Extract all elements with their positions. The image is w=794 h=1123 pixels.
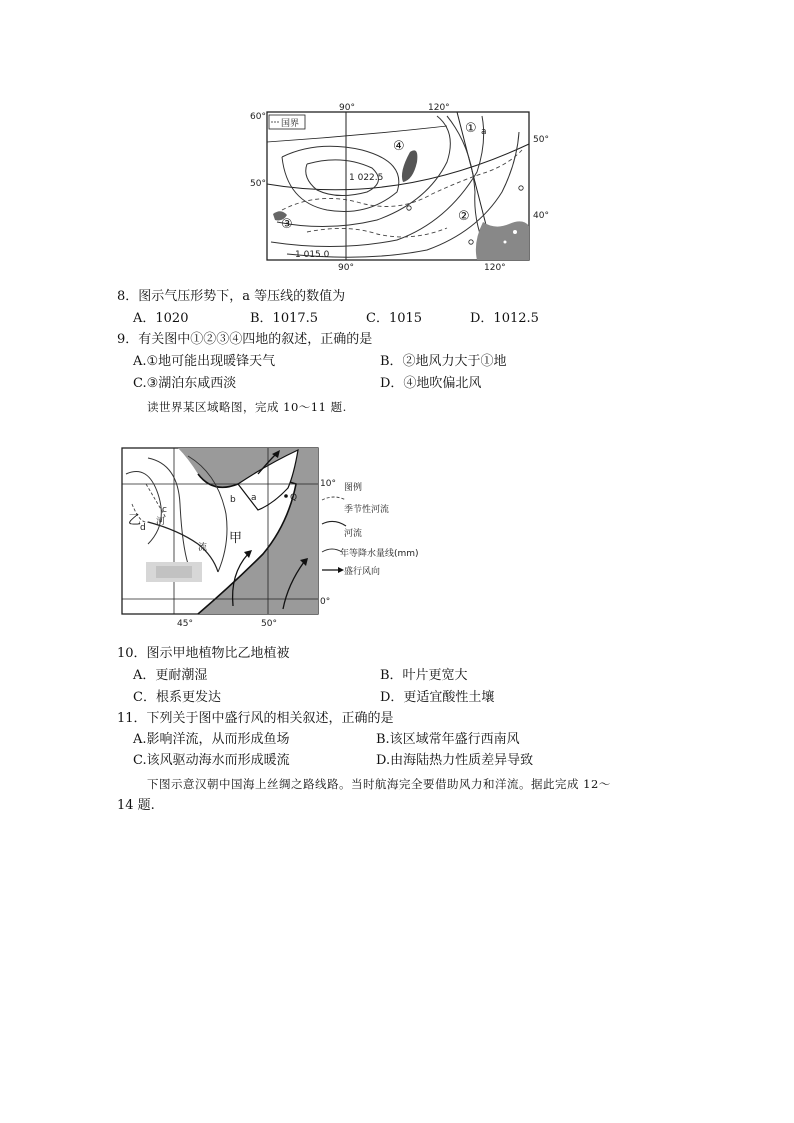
isobar-map [247, 102, 552, 274]
lon-120-bottom-label: 120° [484, 263, 506, 273]
q9-option-a: A.①地可能出现暖锋天气 [133, 354, 276, 369]
question-11-stem: 11．下列关于图中盛行风的相关叙述，正确的是 [117, 711, 394, 726]
point-4-label: ④ [393, 139, 405, 154]
lon-120-top-label: 120° [428, 103, 450, 113]
map2-lat-10-label: 10° [320, 479, 336, 489]
q9-option-b: B．②地风力大于①地 [380, 354, 507, 369]
lat-40-label: 40° [533, 211, 549, 221]
q11-option-b: B.该区域常年盛行西南风 [376, 732, 520, 747]
map2-lat-0-label: 0° [320, 597, 331, 607]
q8-option-d: D．1012.5 [470, 311, 539, 326]
map2-label-yi: 乙 [128, 513, 142, 528]
lat-50-right-label: 50° [533, 135, 549, 145]
lon-90-top-label: 90° [339, 103, 355, 113]
lat-50-left-label: 50° [250, 179, 266, 189]
region-map [118, 444, 480, 630]
q11-option-c: C.该风驱动海水而形成暖流 [133, 753, 290, 768]
q8-option-b: B．1017.5 [250, 311, 319, 326]
map2-label-q: Q [290, 493, 298, 503]
map2-label-b: b [230, 495, 236, 505]
map2-legend-river: 河流 [344, 529, 363, 539]
legend-border-label: 国界 [281, 119, 300, 129]
q8-option-c: C．1015 [366, 311, 423, 326]
q10-option-a: A．更耐潮湿 [133, 668, 208, 683]
isobar-1015-label: 1 015.0 [295, 250, 330, 260]
lon-90-bottom-label: 90° [338, 263, 354, 273]
q10-option-d: D．更适宜酸性土壤 [380, 690, 495, 705]
point-2-label: ② [458, 209, 470, 224]
point-a-label: a [481, 127, 487, 137]
map2-lon-50-label: 50° [261, 619, 277, 629]
q10-option-b: B．叶片更宽大 [380, 668, 468, 683]
map2-legend-title: 图例 [344, 483, 363, 493]
point-3-label: ③ [281, 217, 293, 232]
question-9-stem: 9．有关图中①②③④四地的叙述，正确的是 [117, 332, 373, 347]
map2-label-he: 河 [156, 517, 166, 527]
map2-label-d: d [140, 523, 146, 533]
map2-legend-wind: 盛行风向 [344, 567, 381, 577]
map2-label-c: c [162, 505, 167, 515]
question-10-stem: 10．图示甲地植物比乙地植被 [117, 646, 290, 661]
map2-label-jia: 甲 [229, 531, 243, 546]
q10-option-c: C．根系更发达 [133, 690, 221, 705]
map2-lon-45-label: 45° [177, 619, 193, 629]
q9-option-d: D．④地吹偏北风 [380, 376, 482, 391]
map2-legend-rainfall: 年等降水量线(mm) [340, 549, 419, 559]
q11-option-a: A.影响洋流，从而形成鱼场 [133, 732, 290, 747]
map2-label-a: a [251, 493, 257, 503]
intro-12-14-line1: 下图示意汉朝中国海上丝绸之路线路。当时航海完全要借助风力和洋流。据此完成 12～ [147, 777, 611, 791]
isobar-1022-label: 1 022.5 [349, 173, 384, 183]
q9-option-c: C.③湖泊东咸西淡 [133, 376, 237, 391]
intro-12-14-line2: 14 题. [117, 798, 155, 813]
lat-60-label: 60° [250, 112, 266, 122]
map2-label-liu: 流 [198, 543, 208, 553]
map2-legend-seasonal-river: 季节性河流 [344, 505, 390, 515]
q11-option-d: D.由海陆热力性质差异导致 [376, 753, 534, 768]
point-1-label: ① [465, 121, 477, 136]
q8-option-a: A．1020 [133, 311, 189, 326]
intro-10-11: 读世界某区域略图，完成 10～11 题. [147, 400, 347, 414]
question-8-stem: 8．图示气压形势下，a 等压线的数值为 [117, 289, 346, 304]
